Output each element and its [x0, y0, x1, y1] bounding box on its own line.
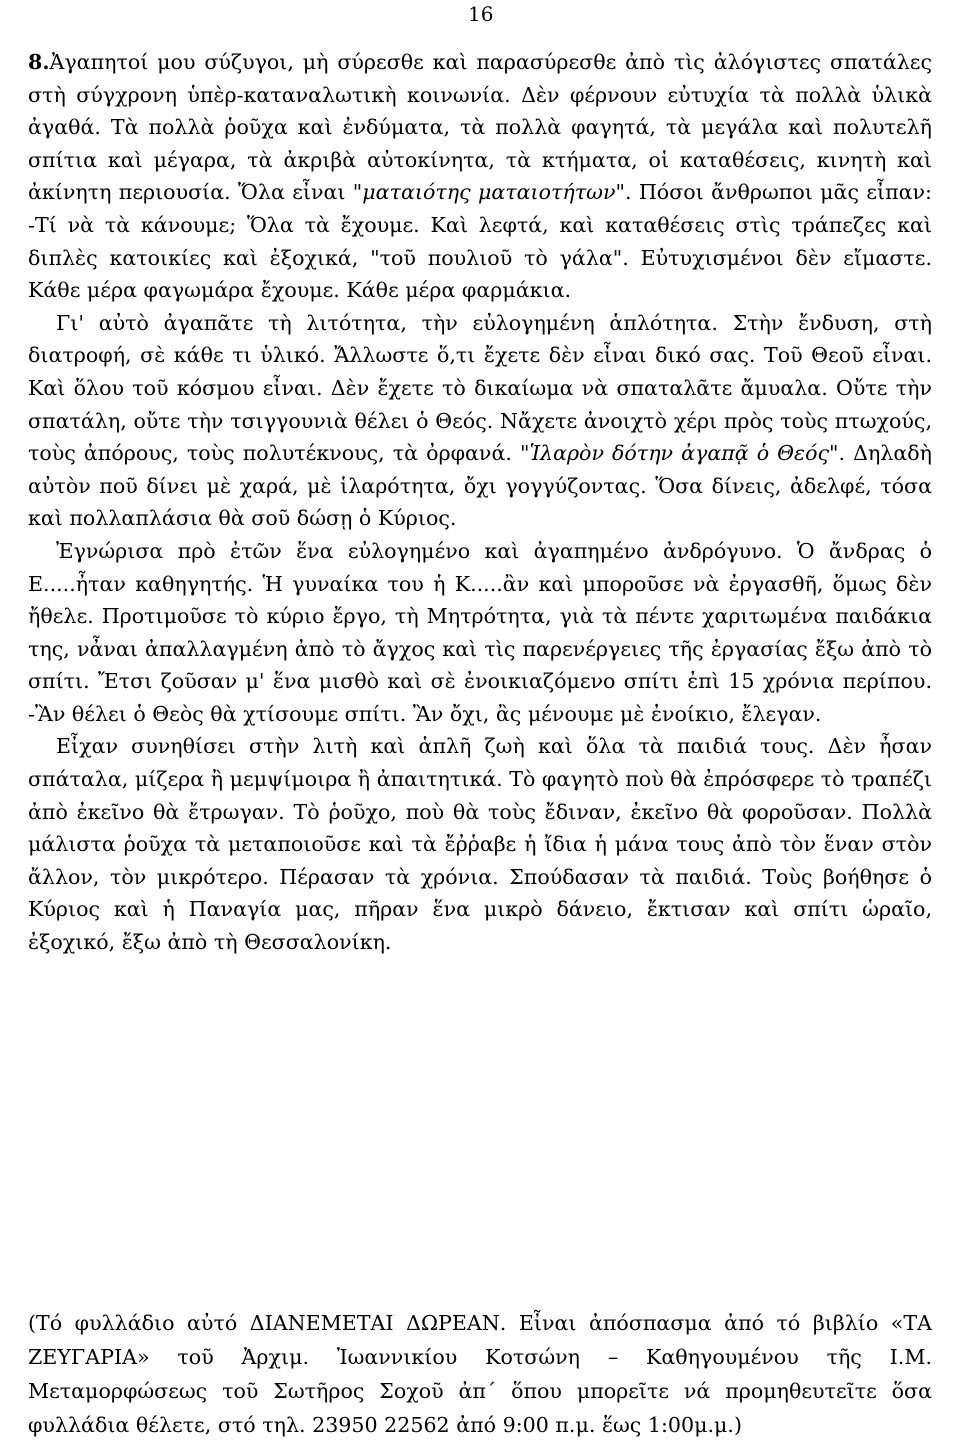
paragraph-4: Εἶχαν συνηθίσει στὴν λιτὴ καὶ ἁπλῆ ζωὴ καὶ ὅλα τὰ παιδιά τους. Δὲν ἦσαν σπάταλα, μίζερα ἢ μεμψίμοιρα ἢ ἀπαιτητικά. Τὸ φαγητὸ ποὺ θὰ ἐπρόσφερε τὸ τραπέζι ἀπὸ ἐκεῖνο θὰ ἔτρωγαν. Τὸ ῥοῦχο, ποὺ θὰ τοὺς ἔδιναν, ἐκεῖνο θὰ φοροῦσαν. Πολλὰ μάλιστα ῥοῦχα τὰ μεταποιοῦσε καὶ τὰ ἔῤῥαβε ἡ ἴδια ἡ μάνα τους ἀπὸ τὸν ἕναν στὸν ἄλλον, τὸν μικρότερο. Πέρασαν τὰ χρόνια. Σπούδασαν τὰ παιδιά. Τοὺς βοήθησε ὁ Κύριος καὶ ἡ Παναγία μας, πῆραν ἕνα μικρὸ δάνειο, ἔκτισαν καὶ σπίτι ὡραῖο, ἐξοχικό, ἔξω ἀπὸ τὴ Θεσσαλονίκη. [28, 734, 932, 955]
paragraph-2-tail: ". Δηλαδὴ αὐτὸν ποῦ δίνει μὲ χαρά, μὲ ἱλαρότητα, ὄχι γογγύζοντας. Ὅσα δίνεις, ἀδελφέ, τόσα καὶ πολλαπλάσια θὰ σοῦ δώσῃ ὁ Κύριος. [28, 441, 932, 531]
section-body [28, 46, 932, 959]
section-number: 8. [28, 50, 50, 74]
footer-text: (Τό φυλλάδιο αὐτό ΔΙΑΝΕΜΕΤΑΙ ΔΩΡΕΑΝ. Εἶναι ἀπόσπασμα ἀπό τό βιβλίο «ΤΑ ΖΕΥΓΑΡΙΑ» τοῦ Ἀρχιμ. Ἰωαννικίου Κοτσώνη – Καθηγουμένου τῆς Ι.Μ. Μεταμορφώσεως τοῦ Σωτῆρος Σοχοῦ ἀπ΄ ὅπου μπορεῖτε νά προμηθευτεῖτε ὅσα φυλλάδια θέλετε, στό τηλ. 23950 22562 ἀπό 9:00 π.μ. ἕως 1:00μ.μ.) [28, 1311, 932, 1437]
paragraph-1-lead: Ἀγαπητοί μου σύζυγοι, μὴ σύρεσθε καὶ παρασύρεσθε ἀπὸ τὶς ἀλόγιστες σπατάλες στὴ σύγχρονη ὑπὲρ-καταναλωτικὴ κοινωνία. Δὲν φέρνουν εὐτυχία τὰ πολλὰ ὑλικὰ ἀγαθά. Τὰ πολλὰ ῥοῦχα καὶ ἐνδύματα, τὰ πολλὰ φαγητά, τὰ μεγάλα καὶ πολυτελῆ σπίτια καὶ μέγαρα, τὰ ἀκριβὰ αὐτοκίνητα, τὰ κτήματα, οἱ καταθέσεις, κινητὴ καὶ ἀκίνητη περιουσία. Ὅλα εἶναι " [28, 50, 932, 205]
paragraph-3: Ἐγνώρισα πρὸ ἐτῶν ἕνα εὐλογημένο καὶ ἀγαπημένο ἀνδρόγυνο. Ὁ ἄνδρας ὁ Ε.....ἦταν καθηγητής. Ἡ γυναίκα του ἡ Κ.....ἂν καὶ μποροῦσε νὰ ἐργασθῆ, ὅμως δὲν ἤθελε. Προτιμοῦσε τὸ κύριο ἔργο, τὴ Μητρότητα, γιὰ τὰ πέντε χαριτωμένα παιδάκια της, νἆναι ἀπαλλαγμένη ἀπὸ τὸ ἄγχος καὶ τὶς παρενέργειες τῆς ἐργασίας ἔξω ἀπὸ τὸ σπίτι. Ἔτσι ζοῦσαν μ' ἕνα μισθὸ καὶ σὲ ἐνοικιαζόμενο σπίτι ἐπὶ 15 χρόνια περίπου. -Ἂν θέλει ὁ Θεὸς θὰ χτίσουμε σπίτι. Ἂν ὄχι, ἂς μένουμε μὲ ἐνοίκιο, ἔλεγαν. [28, 538, 932, 726]
paragraph-2-quote: Ἱλαρὸν δότην ἀγαπᾷ ὁ Θεός [529, 441, 830, 466]
paragraph-1 [28, 46, 932, 307]
page-number: 16 [468, 2, 494, 26]
paragraph-2-lead: Γι' αὐτὸ ἀγαπᾶτε τὴ λιτότητα, τὴν εὐλογημένη ἁπλότητα. Στὴν ἔνδυση, στὴ διατροφή, σὲ κάθε τι ὑλικό. Ἄλλωστε ὅ,τι ἔχετε δὲν εἶναι δικό σας. Τοῦ Θεοῦ εἶναι. Καὶ ὅλου τοῦ κόσμου εἶναι. Δὲν ἔχετε τὸ δικαίωμα νὰ σπαταλᾶτε ἄμυαλα. Οὔτε τὴν σπατάλη, οὔτε τὴν τσιγγουνιὰ θέλει ὁ Θεός. Νἄχετε ἀνοιχτὸ χέρι πρὸς τοὺς πτωχούς, τοὺς ἀπόρους, τοὺς πολυτέκνους, τὰ ὀρφανά. " [28, 310, 932, 466]
paragraph-1-tail: ". Πόσοι ἄνθρωποι μᾶς εἶπαν: -Τί νὰ τὰ κάνουμε; Ὅλα τὰ ἔχουμε. Καὶ λεφτά, καὶ καταθέσεις στὶς τράπεζες καὶ διπλὲς κατοικίες καὶ ἐξοχικά, "τοῦ πουλιοῦ τὸ γάλα". Εὐτυχισμένοι δὲν εἴμαστε. Κάθε μέρα φαγωμάρα ἔχουμε. Κάθε μέρα φαρμάκια. [28, 180, 932, 303]
paragraph-2 [28, 307, 932, 535]
paragraph-1-quote: ματαιότης ματαιοτήτων [362, 180, 616, 205]
footer-note [28, 1306, 932, 1442]
